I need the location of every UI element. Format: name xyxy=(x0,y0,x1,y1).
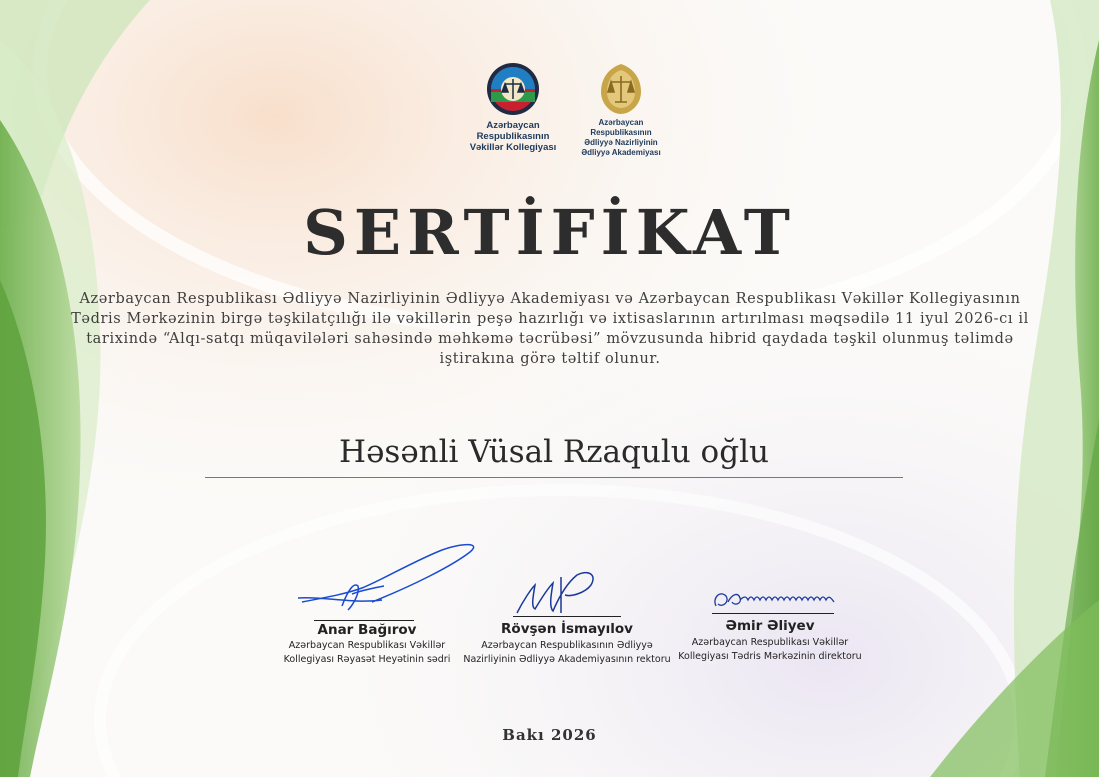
justice-academy-caption-4: Ədliyyə Akademiyası xyxy=(581,148,661,157)
signatory-3-role-1: Azərbaycan Respublikası Vəkillər xyxy=(691,637,849,648)
bar-association-caption-1: Azərbaycan xyxy=(486,120,540,131)
signatory-2-role-2: Nazirliyinin Ədliyyə Akademiyasının rektoru xyxy=(463,654,671,665)
bar-association-caption-2: Respublikasının xyxy=(476,131,550,142)
signature-3-image xyxy=(710,582,840,614)
place-and-year: Bakı 2026 xyxy=(502,726,597,744)
signatory-3-role-2: Kollegiyası Tədris Mərkəzinin direktoru xyxy=(678,651,862,662)
bar-association-logo xyxy=(458,62,568,153)
signatory-2 xyxy=(455,565,679,675)
justice-academy-logo xyxy=(566,62,676,158)
certificate-title: SERTİFİKAT xyxy=(303,196,796,269)
signatory-2-role-1: Azərbaycan Respublikasının Ədliyyə xyxy=(481,640,653,651)
justice-academy-emblem-icon xyxy=(597,62,645,116)
signature-1-image xyxy=(292,540,482,620)
signatory-3-name: Əmir Əliyev xyxy=(725,618,815,634)
justice-academy-caption-1: Azərbaycan xyxy=(598,118,644,127)
signatory-1-role-1: Azərbaycan Respublikası Vəkillər xyxy=(288,640,446,651)
signature-2-image xyxy=(505,565,625,619)
bar-association-caption-3: Vəkillər Kollegiyası xyxy=(469,142,557,153)
recipient-underline xyxy=(205,477,903,478)
certificate-body: Azərbaycan Respublikası Ədliyyə Nazirliyinin Ədliyyə Akademiyası və Azərbaycan Respublikası Vəkillər Kollegiyasının Tədris Mərkəzinin birgə təşkilatçılığı ilə vəkillərin peşə hazırlığı və ixtisaslarının artırılması məqsədilə 11 iyul 2026-cı il tarixində “Alqı-satqı müqavilələri sahəsində məhkəmə təcrübəsi” mövzusunda hibrid qaydada təşkil olunmuş təlimdə iştirakına görə təltif olunur. xyxy=(71,291,1029,367)
recipient-name: Həsənli Vüsal Rzaqulu oğlu xyxy=(339,434,769,470)
signature-1-line xyxy=(314,620,414,621)
signatory-2-name: Rövşən İsmayılov xyxy=(501,621,633,637)
signatory-1 xyxy=(272,540,462,670)
justice-academy-caption-2: Respublikasının xyxy=(590,128,652,137)
signatory-1-name: Anar Bağırov xyxy=(317,622,417,638)
justice-academy-caption-3: Ədliyyə Nazirliyinin xyxy=(584,138,658,147)
bar-association-emblem-icon xyxy=(486,62,540,116)
signatory-3 xyxy=(676,582,864,668)
signature-2-line xyxy=(513,616,621,617)
signatory-1-role-2: Kollegiyası Rəyasət Heyətinin sədri xyxy=(283,654,451,665)
signature-3-line xyxy=(712,613,834,614)
